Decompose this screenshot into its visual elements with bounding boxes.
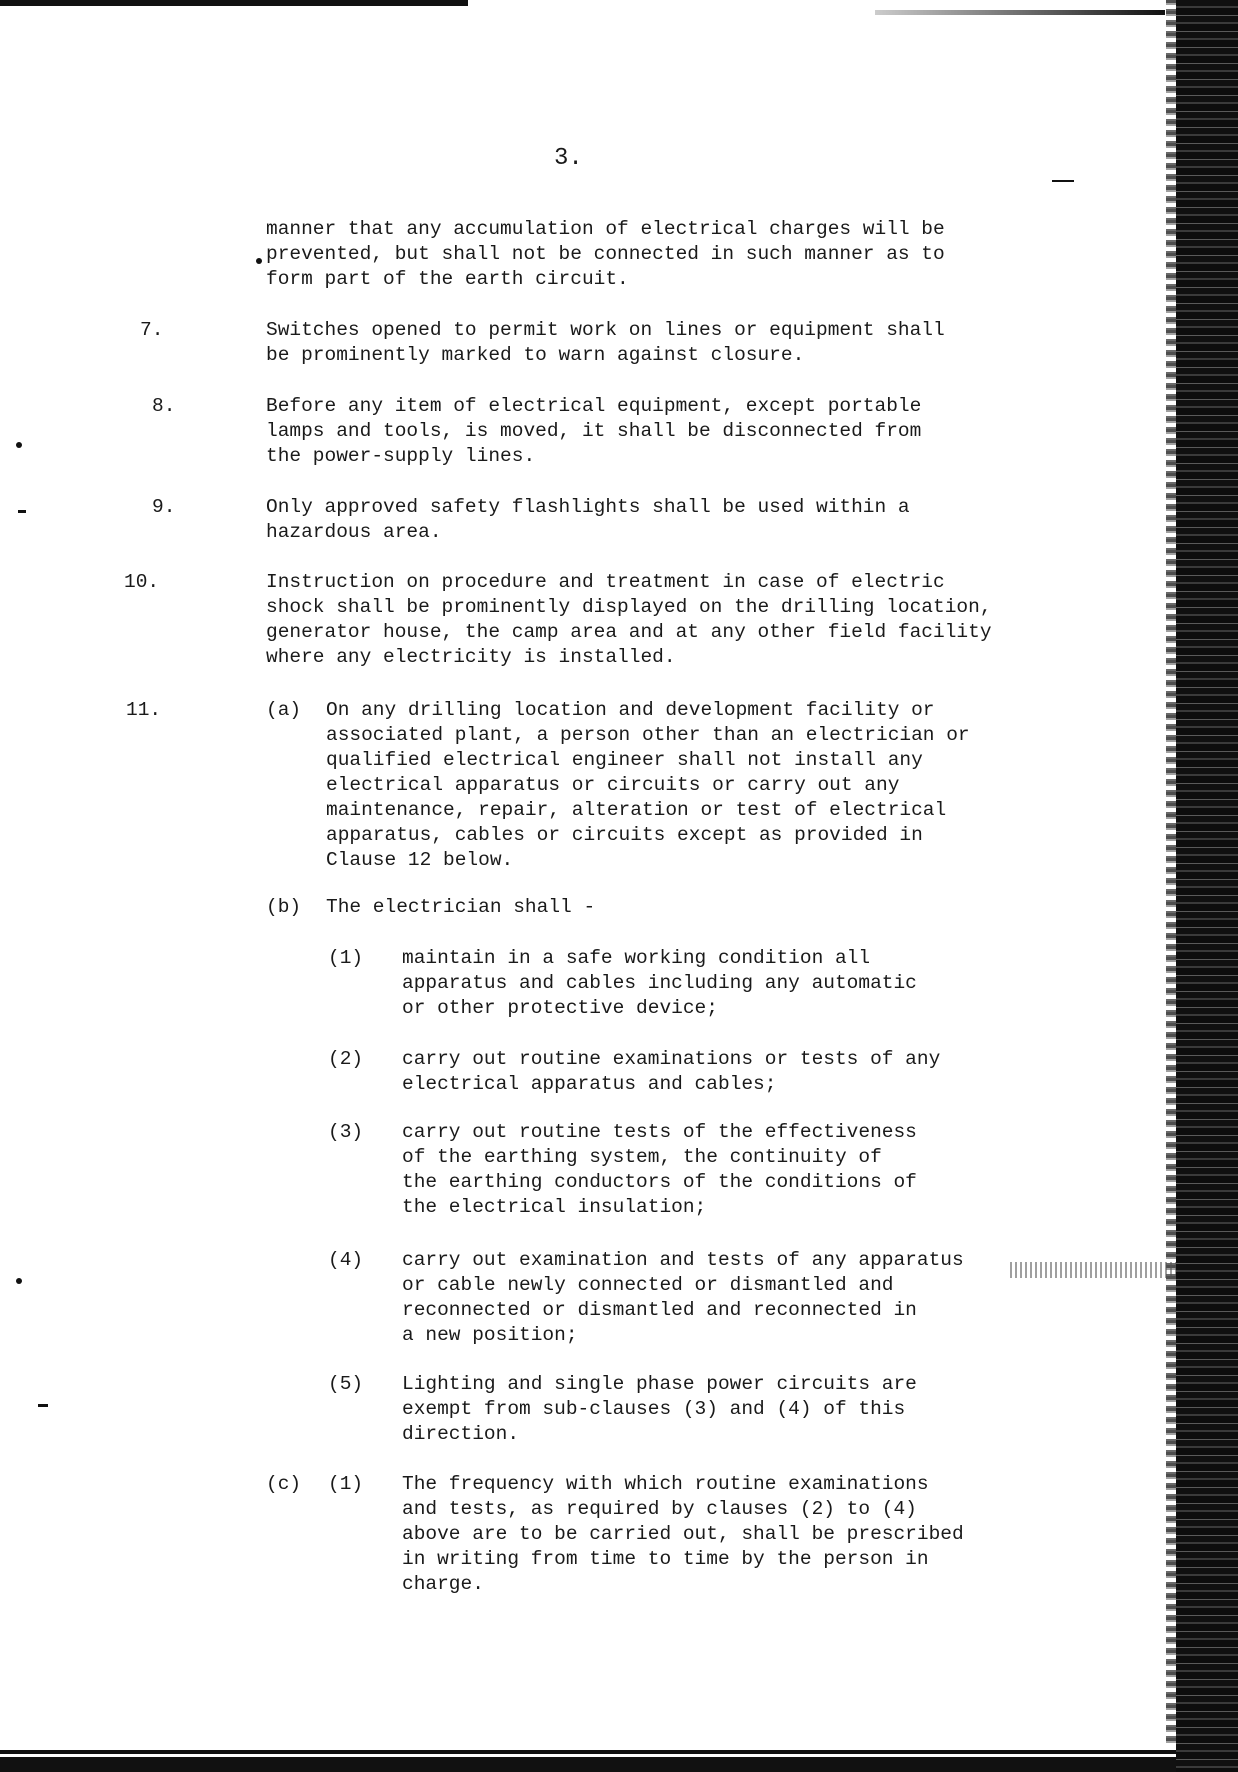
item-label: (2)	[328, 1048, 364, 1070]
clause-number: 8.	[152, 395, 176, 417]
scan-speck	[16, 1278, 22, 1284]
text-line: direction.	[402, 1423, 520, 1445]
page-number: 3.	[554, 145, 583, 172]
subclause-label: (b)	[266, 896, 302, 918]
text-line: qualified electrical engineer shall not install any	[326, 749, 923, 771]
text-line: apparatus and cables including any automatic	[402, 972, 917, 994]
clause-9-text	[266, 495, 910, 545]
text-line: Only approved safety flashlights shall be used within a	[266, 496, 910, 518]
clause-number: 9.	[152, 496, 176, 518]
scan-edge-bottom	[0, 1746, 1176, 1772]
scan-edge-right	[1176, 0, 1238, 1772]
scan-speck	[256, 258, 262, 264]
item-label: (4)	[328, 1249, 364, 1271]
scan-edge-top	[0, 0, 468, 6]
clause-number: 10.	[124, 571, 160, 593]
text-line: maintain in a safe working condition all	[402, 947, 871, 969]
text-line: and tests, as required by clauses (2) to (4)	[402, 1498, 917, 1520]
text-line: Clause 12 below.	[326, 849, 514, 871]
clause-11b-item-2	[402, 1047, 940, 1097]
clause-number: 11.	[126, 699, 162, 721]
text-line: the earthing conductors of the conditions of	[402, 1171, 917, 1193]
text-line: associated plant, a person other than an electrician or	[326, 724, 970, 746]
item-label: (1)	[328, 1473, 364, 1495]
text-line: shock shall be prominently displayed on the drilling location,	[266, 596, 992, 618]
text-line: or cable newly connected or dismantled and	[402, 1274, 894, 1296]
intro-paragraph	[266, 217, 945, 292]
subclause-label: (a)	[266, 699, 302, 721]
text-line: of the earthing system, the continuity of	[402, 1146, 882, 1168]
text-line: charge.	[402, 1573, 484, 1595]
text-line: lamps and tools, is moved, it shall be disconnected from	[266, 420, 922, 442]
item-label: (5)	[328, 1373, 364, 1395]
text-line: Before any item of electrical equipment, except portable	[266, 395, 922, 417]
clause-number: 7.	[140, 319, 164, 341]
clause-10-text	[266, 570, 992, 670]
text-line: apparatus, cables or circuits except as provided in	[326, 824, 923, 846]
text-line: Lighting and single phase power circuits are	[402, 1373, 917, 1395]
scan-edge-top-right	[875, 10, 1165, 15]
scan-edge-right-fringe	[1166, 0, 1176, 1772]
text-line: above are to be carried out, shall be prescribed	[402, 1523, 964, 1545]
clause-11c-item-1	[402, 1472, 964, 1597]
text-line: or other protective device;	[402, 997, 718, 1019]
text-line: carry out routine examinations or tests of any	[402, 1048, 941, 1070]
text-line: where any electricity is installed.	[266, 646, 676, 668]
scan-speck	[16, 442, 22, 448]
clause-11b-item-5	[402, 1372, 917, 1447]
text-line: hazardous area.	[266, 521, 442, 543]
text-line: the power-supply lines.	[266, 445, 536, 467]
scan-speck	[1052, 180, 1074, 182]
text-line: a new position;	[402, 1324, 578, 1346]
clause-8-text	[266, 394, 921, 469]
clause-11a-text	[326, 698, 970, 873]
text-line: Switches opened to permit work on lines or equipment shall	[266, 319, 945, 341]
text-line: electrical apparatus or circuits or carry out any	[326, 774, 900, 796]
text-line: the electrical insulation;	[402, 1196, 707, 1218]
item-label: (1)	[328, 947, 364, 969]
clause-11b-item-3	[402, 1120, 917, 1220]
scan-speck	[18, 510, 26, 513]
text-line: electrical apparatus and cables;	[402, 1073, 777, 1095]
text-line: carry out examination and tests of any apparatus	[402, 1249, 964, 1271]
text-line: carry out routine tests of the effectiveness	[402, 1121, 917, 1143]
text-line: in writing from time to time by the person in	[402, 1548, 929, 1570]
text-line: form part of the earth circuit.	[266, 268, 629, 290]
text-line: maintenance, repair, alteration or test of electrical	[326, 799, 947, 821]
item-label: (3)	[328, 1121, 364, 1143]
clause-11b-item-4	[402, 1248, 964, 1348]
scan-speck	[38, 1404, 48, 1407]
text-line: The frequency with which routine examinations	[402, 1473, 929, 1495]
text-line: On any drilling location and development facility or	[326, 699, 935, 721]
text-line: exempt from sub-clauses (3) and (4) of this	[402, 1398, 906, 1420]
text-line: generator house, the camp area and at any other field facility	[266, 621, 992, 643]
text-line: reconnected or dismantled and reconnected in	[402, 1299, 917, 1321]
clause-11b-intro: The electrician shall -	[326, 896, 596, 918]
text-line: Instruction on procedure and treatment in case of electric	[266, 571, 945, 593]
scan-smudge	[1010, 1262, 1176, 1278]
text-line: be prominently marked to warn against closure.	[266, 344, 805, 366]
clause-7-text	[266, 318, 945, 368]
text-line: prevented, but shall not be connected in such manner as to	[266, 243, 945, 265]
text-line: manner that any accumulation of electrical charges will be	[266, 218, 945, 240]
subclause-label: (c)	[266, 1473, 302, 1495]
clause-11b-item-1	[402, 946, 917, 1021]
